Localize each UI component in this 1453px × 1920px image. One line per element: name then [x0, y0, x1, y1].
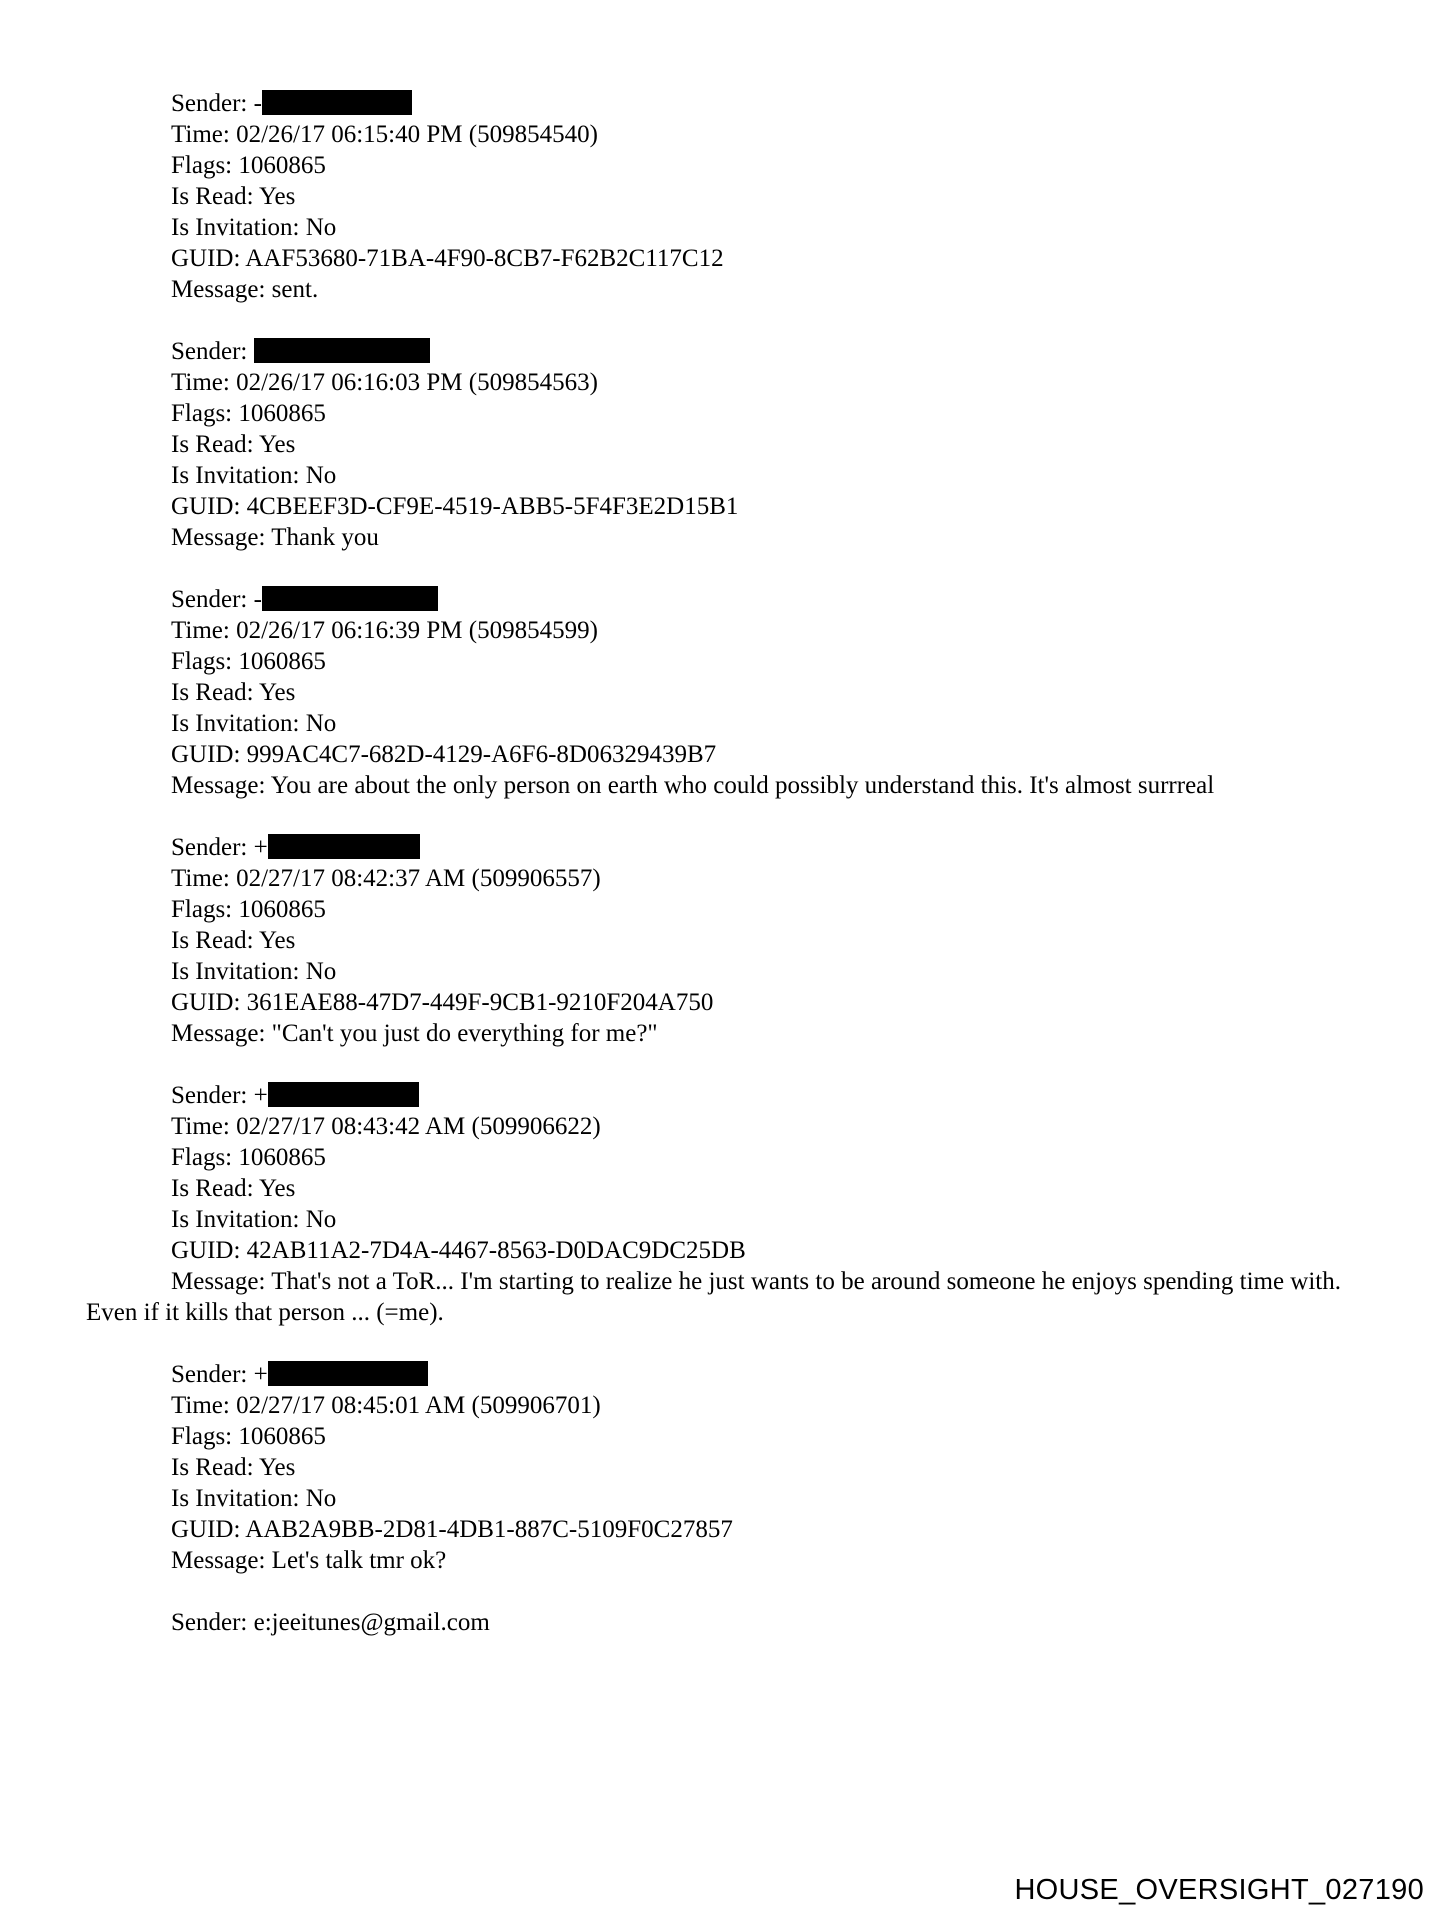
flags-line: Flags: 1060865: [171, 1423, 326, 1450]
sender-prefix: -: [253, 586, 262, 613]
sender-label: Sender:: [171, 834, 254, 861]
sender-label: Sender:: [171, 1361, 254, 1388]
guid-line: GUID: AAF53680-71BA-4F90-8CB7-F62B2C117C12: [171, 245, 724, 272]
guid-line: GUID: 999AC4C7-682D-4129-A6F6-8D06329439B7: [171, 741, 717, 768]
message-record: [0, 1607, 1453, 1638]
bates-number: HOUSE_OVERSIGHT_027190: [1014, 1874, 1424, 1906]
sender-label: Sender:: [171, 338, 254, 365]
sender-line: [0, 1359, 1453, 1390]
sender-label: Sender:: [171, 586, 254, 613]
is-invitation-line: Is Invitation: No: [171, 958, 337, 985]
message-record: [0, 1359, 1453, 1576]
is-invitation-line: Is Invitation: No: [171, 1206, 337, 1233]
is-read-line: Is Read: Yes: [171, 679, 296, 706]
is-invitation-line: Is Invitation: No: [171, 1485, 337, 1512]
flags-line: Flags: 1060865: [171, 896, 326, 923]
redaction-block: [262, 90, 412, 115]
redaction-block: [254, 338, 430, 363]
sender-label: Sender:: [171, 1082, 254, 1109]
is-read-line: Is Read: Yes: [171, 1175, 296, 1202]
sender-label: Sender:: [171, 90, 254, 117]
sender-prefix: +: [253, 1082, 268, 1109]
flags-line: Flags: 1060865: [171, 400, 326, 427]
guid-line: GUID: 4CBEEF3D-CF9E-4519-ABB5-5F4F3E2D15B1: [171, 493, 739, 520]
sender-line: [0, 88, 1453, 119]
is-invitation-line: Is Invitation: No: [171, 710, 337, 737]
redaction-block: [268, 1082, 419, 1107]
sender-prefix: +: [253, 1361, 268, 1388]
message-log: [0, 88, 1453, 1669]
message-line: Message: That's not a ToR... I'm starting to realize he just wants to be around someone he enjoys spending time with. Even if it kills that person ... (=me).: [86, 1268, 1342, 1326]
sender-prefix: -: [253, 90, 262, 117]
flags-line: Flags: 1060865: [171, 1144, 326, 1171]
flags-line: Flags: 1060865: [171, 152, 326, 179]
message-line: Message: Thank you: [171, 524, 379, 551]
sender-line: [0, 584, 1453, 615]
time-line: Time: 02/26/17 06:16:39 PM (509854599): [171, 617, 598, 644]
sender-line: [0, 336, 1453, 367]
message-record: [0, 584, 1453, 801]
message-line: Message: "Can't you just do everything for me?": [171, 1020, 658, 1047]
sender-line: [0, 832, 1453, 863]
message-line: Message: You are about the only person on earth who could possibly understand this. It's almost surrreal: [171, 772, 1215, 799]
message-record: [0, 1080, 1453, 1328]
message-record: [0, 88, 1453, 305]
time-line: Time: 02/27/17 08:45:01 AM (509906701): [171, 1392, 601, 1419]
flags-line: Flags: 1060865: [171, 648, 326, 675]
sender-prefix: +: [253, 834, 268, 861]
is-invitation-line: Is Invitation: No: [171, 214, 337, 241]
time-line: Time: 02/27/17 08:43:42 AM (509906622): [171, 1113, 601, 1140]
message-line: Message: sent.: [171, 276, 319, 303]
guid-line: GUID: AAB2A9BB-2D81-4DB1-887C-5109F0C27857: [171, 1516, 733, 1543]
message-record: [0, 832, 1453, 1049]
guid-line: GUID: 361EAE88-47D7-449F-9CB1-9210F204A750: [171, 989, 714, 1016]
redaction-block: [268, 1361, 428, 1386]
message-record: [0, 336, 1453, 553]
is-read-line: Is Read: Yes: [171, 183, 296, 210]
redaction-block: [268, 834, 420, 859]
sender-line: [0, 1080, 1453, 1111]
is-read-line: Is Read: Yes: [171, 927, 296, 954]
last-sender-line: Sender: e:jeeitunes@gmail.com: [171, 1609, 490, 1636]
time-line: Time: 02/26/17 06:15:40 PM (509854540): [171, 121, 598, 148]
guid-line: GUID: 42AB11A2-7D4A-4467-8563-D0DAC9DC25DB: [171, 1237, 746, 1264]
message-line: Message: Let's talk tmr ok?: [171, 1547, 447, 1574]
redaction-block: [262, 586, 438, 611]
is-read-line: Is Read: Yes: [171, 1454, 296, 1481]
is-invitation-line: Is Invitation: No: [171, 462, 337, 489]
is-read-line: Is Read: Yes: [171, 431, 296, 458]
time-line: Time: 02/26/17 06:16:03 PM (509854563): [171, 369, 598, 396]
time-line: Time: 02/27/17 08:42:37 AM (509906557): [171, 865, 601, 892]
